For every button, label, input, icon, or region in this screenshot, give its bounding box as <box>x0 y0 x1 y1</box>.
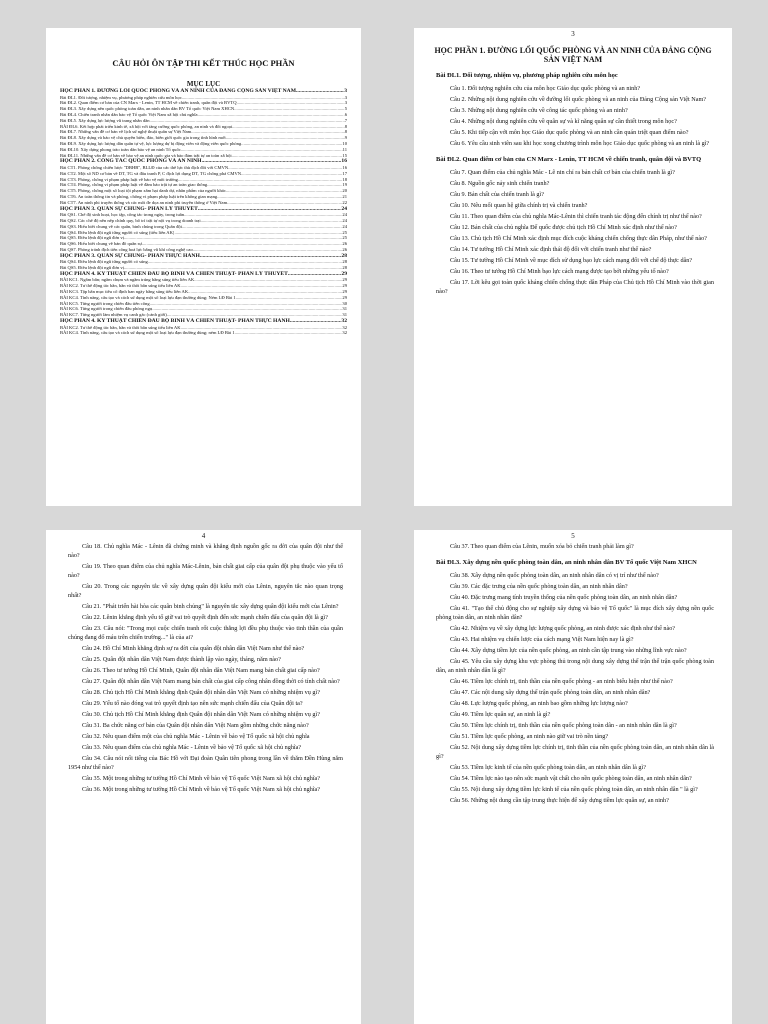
toc-entry[interactable] <box>60 318 347 325</box>
toc-entry-page: 32 <box>342 330 347 336</box>
document-title: CÂU HỎI ÔN TẬP THI KẾT THÚC HỌC PHẦN <box>112 58 295 68</box>
toc-entry-title: Bài QS4. Điều lệnh đội ngũ từng người có súng (tiểu liên AK) <box>60 229 175 235</box>
toc-entry-title: Bài QS3. Hiểu biết chung về các quân, binh chủng trong Quân đội <box>60 223 182 229</box>
toc-entry[interactable] <box>60 88 347 95</box>
question-item: Câu 3. Những nội dung nghiên cứu về công tác quốc phòng và an ninh? <box>450 107 628 114</box>
toc-entry-page: 7 <box>344 117 347 123</box>
toc-entry-page: 29 <box>341 270 347 277</box>
toc-entry[interactable] <box>60 206 347 213</box>
question-item: Câu 6. Yêu cầu sinh viên sau khi học xong chương trình môn học Giáo dục quốc phòng và an ninh là gì? <box>450 140 710 147</box>
question-item: Câu 55. Nội dung xây dựng tiềm lực kinh tế của nền quốc phòng toàn dân, an ninh nhân dân " là gì? <box>450 786 698 793</box>
toc-entry-page: 24 <box>342 223 347 229</box>
toc-entry-page: 6 <box>344 111 347 117</box>
toc-entry-title: BÀI KC6. Từng người trong chiến đấu phòng ngự <box>60 306 153 312</box>
lesson-heading: Bài ĐL2. Quan điểm cơ bản của CN Marx - Lenin, TT HCM về chiến tranh, quân đội và BVTQ <box>436 156 702 163</box>
question-item: Câu 46. Tiềm lực chính trị, tinh thần của nền quốc phòng - an ninh biểu hiện như thế nào? <box>450 678 673 685</box>
question-item: Câu 38. Xây dựng nền quốc phòng toàn dân, an ninh nhân dân có vị trí như thế nào? <box>450 572 659 579</box>
toc-entry-page: 16 <box>341 158 347 165</box>
question-item: Câu 16. Theo tư tưởng Hồ Chí Minh bạo lực cách mạng được tạo bởi những yếu tố nào? <box>450 268 669 275</box>
question-item: Câu 42. Nhiệm vụ về xây dựng lực lượng quốc phòng, an ninh được xác định như thế nào? <box>450 625 676 632</box>
toc-entry-title: HỌC PHẦN 2. CÔNG TÁC QUỐC PHÒNG VÀ AN NINH <box>60 158 202 165</box>
toc-entry-title: Bài QS6. Hiểu biết chung về bản đồ quân sự <box>60 241 142 247</box>
question-item: Câu 14. Tư tưởng Hồ Chí Minh xác định thái độ đối với chiến tranh như thế nào? <box>450 246 652 253</box>
question-item: Câu 18. Chủ nghĩa Mác - Lênin đã chứng minh và khẳng định nguồn gốc ra đời của quân đội như thế nào? <box>68 543 343 559</box>
toc-entry-title: Bài CT3. Phòng, chống vi phạm pháp luật về bảo vệ môi trường <box>60 176 178 182</box>
question-item: Câu 8. Nguồn gốc nảy sinh chiến tranh? <box>450 180 550 187</box>
toc-dot-leader <box>200 253 342 260</box>
toc-entry-page: 22 <box>342 199 347 205</box>
toc-entry-title: HỌC PHẦN 4. KỸ THUẬT CHIẾN ĐẤU BỘ BINH VÀ CHIẾN THUẬT- PHẦN THỰC HÀNH <box>60 318 290 325</box>
toc-entry-page: 15 <box>342 152 347 158</box>
toc-entry-title: Bài QS5. Điều lệnh đội ngũ đơn vị <box>60 265 124 271</box>
question-item: Câu 1. Đối tượng nghiên cứu của môn học Giáo dục quốc phòng và an ninh? <box>450 85 641 92</box>
question-item: Câu 19. Theo quan điểm của chủ nghĩa Mác-Lênin, bản chất giai cấp của quân đội phụ thuộc vào yếu tố nào? <box>68 563 343 579</box>
toc-entry-page: 29 <box>342 277 347 283</box>
question-item: Câu 27. Quân đội nhân dân Việt Nam mang bản chất của giai cấp công nhân đồng thời có tính chất nào? <box>82 678 340 685</box>
question-item: Câu 50. Tiềm lực chính trị, tinh thần của nền quốc phòng toàn dân - an ninh nhân dân là gì? <box>450 722 677 729</box>
question-item: Câu 49. Tiềm lực quân sự, an ninh là gì? <box>450 711 551 718</box>
toc-entry-page: 29 <box>342 289 347 295</box>
toc-entry-title: BÀI KC7. Từng người làm nhiệm vụ canh gác (cảnh giới) <box>60 312 167 318</box>
lesson-heading: Bài ĐL3. Xây dựng nền quốc phòng toàn dân, an ninh nhân dân BV Tổ quốc Việt Nam XHCN <box>436 559 697 566</box>
toc-entry-title: Bài QS1. Chế độ sinh hoạt, học tập, công tác trong ngày, trong tuần <box>60 212 185 218</box>
toc-entry-title: Bài ĐL7. Những vấn đề cơ bản về lịch sử nghệ thuật quân sự Việt Nam <box>60 129 192 135</box>
toc-dot-leader <box>290 318 342 325</box>
question-list <box>414 72 732 296</box>
question-item: Câu 24. Hồ Chí Minh khẳng định sự ra đời của quân đội nhân dân Việt Nam như thế nào? <box>82 645 305 652</box>
toc-entry-page: 3 <box>344 100 347 106</box>
question-item: Câu 7. Quan điểm của chủ nghĩa Mác - Lê nin chỉ ra bản chất cơ bản của chiến tranh là gì? <box>450 169 675 176</box>
question-item: Câu 47. Các nội dung xây dựng thế trận quốc phòng toàn dân, an ninh nhân dân? <box>450 689 651 696</box>
toc-entry[interactable] <box>60 330 347 336</box>
toc-entry-title: Bài ĐL8. Xây dựng và bảo vệ chủ quyền biển, đảo, biên giới quốc gia trong tình hình mới <box>60 135 226 141</box>
toc-entry-title: BÀI KC1. Ngắm bắn; ngắm chụm và ngắm trúng bằng súng tiểu liên AK <box>60 277 195 283</box>
question-item: Câu 37. Theo quan điểm của Lênin, muốn xóa bỏ chiến tranh phải làm gì? <box>450 543 634 550</box>
toc-entry-page: 25 <box>342 235 347 241</box>
toc-entry-page: 28 <box>342 265 347 271</box>
toc-dot-leader <box>202 158 342 165</box>
toc-entry-title: HỌC PHẦN 1. ĐƯỜNG LỐI QUỐC PHÒNG VÀ AN NINH CỦA ĐẢNG CỘNG SẢN VIỆT NAM <box>60 88 296 94</box>
question-list <box>414 542 732 805</box>
question-item: Câu 44. Xây dựng tiềm lực của nền quốc phòng, an ninh cần tập trung vào những lĩnh vực nào? <box>450 647 687 654</box>
toc-entry-title: Bài QS2. Các chế độ nền nếp chính quy, bố trí trật tự nội vụ trong doanh trại <box>60 217 201 223</box>
toc-entry-title: Bài CT6. An toàn thông tin và phòng, chống vi phạm pháp luật trên không gian mạng <box>60 193 218 199</box>
toc-entry-title: Bài ĐL9. Xây dựng lực lượng dân quân tự vệ, lực lượng dự bị động viên và động viên quốc phòng <box>60 140 242 146</box>
question-item: Câu 5. Khi tiếp cận với môn học Giáo dục quốc phòng và an ninh cần quán triệt quan điểm nào? <box>450 129 689 136</box>
question-item: Câu 2. Những nội dung nghiên cứu về đường lối quốc phòng và an ninh của Đảng Cộng sản Việt Nam? <box>450 96 707 103</box>
toc-entry-page: 26 <box>342 241 347 247</box>
toc-entry-title: BÀI KC4. Tính năng, cấu tạo và cách sử dụng một số loại lựu đạn thường dùng; Ném LĐ Bài 1 <box>60 294 236 300</box>
toc-entry-page: 25 <box>342 229 347 235</box>
toc-dot-leader <box>235 330 343 336</box>
question-item: Câu 52. Nội dung xây dựng tiềm lực chính trị, tinh thần của nền quốc phòng toàn dân, an ninh nhân dân là gì? <box>436 744 714 760</box>
toc-entry-page: 11 <box>342 146 347 152</box>
toc-entry-title: Bài CT1. Phòng chống chiến lược "DBHB", BLLĐ của các thế lực thù địch đối với CMVN <box>60 164 229 170</box>
toc-entry-title: Bài ĐL2. Quan điểm cơ bản của CN Marx - Lenin, TT HCM về chiến tranh, quân đội và BVTQ <box>60 100 237 106</box>
question-item: Câu 12. Bản chất của chủ nghĩa Đế quốc được chủ tịch Hồ Chí Minh xác định như thế nào? <box>450 224 677 231</box>
question-item: Câu 54. Tiềm lực nào tạo nên sức mạnh vật chất cho nền quốc phòng toàn dân, an ninh nhân dân? <box>450 775 692 782</box>
toc-entry-title: Bài CT2. Một số ND cơ bản về DT, TG và đấu tranh P, C địch lợi dụng DT, TG chống phá CMVN <box>60 170 242 176</box>
toc-entry-page: 8 <box>344 129 347 135</box>
page-4 <box>46 530 361 1024</box>
question-list <box>46 542 361 794</box>
toc-entry-page: 18 <box>342 176 347 182</box>
toc-entry-page: 29 <box>342 283 347 289</box>
question-item: Câu 33. Nêu quan điểm của chủ nghĩa Mác - Lênin về bảo vệ Tổ quốc xã hội chủ nghĩa? <box>82 744 302 751</box>
question-item: Câu 11. Theo quan điểm của chủ nghĩa Mác-Lênin thì chiến tranh tác động đến chính trị như thế nào? <box>450 213 702 220</box>
question-item: Câu 31. Ba chức năng cơ bản của Quân đội nhân dân Việt Nam gồm những chức năng nào? <box>82 722 309 729</box>
toc-entry-title: BÀI KC2. Tư thế động tác bắn, bắn và thôi bắn súng tiểu liên AK <box>60 283 181 289</box>
table-of-contents <box>46 88 361 336</box>
question-item: Câu 53. Tiềm lực kinh tế của nền quốc phòng toàn dân, an ninh nhân dân là gì? <box>450 764 646 771</box>
question-item: Câu 34. Câu nói nổi tiếng của Bác Hồ với Đại đoàn Quân tiên phong trong lần về thăm Đền Hùng năm 1954 như thế nào? <box>68 755 343 771</box>
lesson-heading: Bài ĐL1. Đối tượng, nhiệm vụ, phương pháp nghiên cứu môn học <box>436 72 618 79</box>
toc-entry[interactable] <box>60 158 347 165</box>
question-item: Câu 40. Đặc trưng mang tính truyền thống của nền quốc phòng toàn dân, an ninh nhân dân? <box>450 594 678 601</box>
toc-entry-title: Bài ĐL5. Xây dựng lực lượng vũ trang nhân dân <box>60 117 150 123</box>
question-item: Câu 21. "Phát triển hài hòa các quân binh chủng" là nguyên tắc xây dựng quân đội kiểu mới của Lênin? <box>82 603 339 610</box>
page-number: 3 <box>571 30 575 38</box>
toc-entry-page: 28 <box>341 252 347 259</box>
toc-entry-title: Bài QS7. Phòng tránh địch tiến công hoả lực bằng vũ khí công nghệ cao <box>60 246 193 252</box>
question-item: Câu 45. Yêu cầu xây dựng khu vực phòng thủ trong nội dung xây dựng thế trận thế trận quốc phòng toàn dân, an ninh nhân dân là gì? <box>436 658 714 674</box>
question-item: Câu 48. Lực lượng quốc phòng, an ninh bao gồm những lực lượng nào? <box>450 700 628 707</box>
toc-entry-page: 3 <box>344 88 347 94</box>
toc-entry-page: 20 <box>342 188 347 194</box>
toc-entry-title: HỌC PHẦN 3. QUÂN SỰ CHUNG- PHẦN THỰC HÀNH <box>60 252 200 259</box>
question-item: Câu 41. "Tạo thế chủ động cho sự nghiệp xây dựng và bảo vệ Tổ quốc" là mục đích xây dựng nền quốc phòng toàn dân, an ninh nhân dân? <box>436 605 714 621</box>
toc-entry-page: 17 <box>342 170 347 176</box>
toc-entry-title: Bài ĐL1. Đối tượng, nhiệm vụ, phương pháp nghiên cứu môn học <box>60 94 182 100</box>
toc-entry-title: BÀI ĐL6. Kết hợp phát triển kinh tế, xã hội với tăng cường quốc phòng, an ninh và đối ngoại <box>60 123 233 129</box>
toc-entry-title: HỌC PHẦN 3. QUÂN SỰ CHUNG- PHẦN LÝ THUYẾT <box>60 205 198 212</box>
question-item: Câu 9. Bản chất của chiến tranh là gì? <box>450 191 544 198</box>
toc-entry-page: 9 <box>344 135 347 141</box>
toc-entry[interactable] <box>60 253 347 260</box>
question-item: Câu 43. Hai nhiệm vụ chiến lược của cách mạng Việt Nam hiện nay là gì? <box>450 636 634 643</box>
toc-dot-leader <box>296 88 344 95</box>
toc-entry-title: Bài CT5. Phòng, chống một số loại tội phạm xâm hại danh dự, nhân phẩm của người khác <box>60 188 226 194</box>
toc-entry-page: 3 <box>344 94 347 100</box>
toc-entry-page: 29 <box>342 294 347 300</box>
toc-dot-leader <box>288 271 342 278</box>
question-item: Câu 51. Tiềm lực quốc phòng, an ninh nào giữ vai trò nền tảng? <box>450 733 609 740</box>
question-item: Câu 13. Chủ tịch Hồ Chí Minh xác định mục đích cuộc kháng chiến chống thực dân Pháp, như thế nào? <box>450 235 707 242</box>
toc-entry-title: Bài ĐL4. Chiến tranh nhân dân bảo vệ Tổ quốc Việt Nam xã hội chủ nghĩa <box>60 111 198 117</box>
toc-entry-title: BÀI KC4. Tính năng, cấu tạo và cách sử dụng một số loại lựu đạn thường dùng; ném LĐ Bài 1 <box>60 330 235 336</box>
toc-entry-title: Bài ĐL10. Xây dựng phong trào toàn dân bảo vệ an ninh Tổ quốc <box>60 146 181 152</box>
section-title: HỌC PHẦN 1. ĐƯỜNG LỐI QUỐC PHÒNG VÀ AN NINH CỦA ĐẢNG CỘNG SẢN VIỆT NAM <box>434 46 712 64</box>
toc-entry-page: 24 <box>342 212 347 218</box>
toc-entry-page: 5 <box>344 106 347 112</box>
toc-dot-leader <box>198 206 342 213</box>
toc-entry-page: 31 <box>342 306 347 312</box>
question-item: Câu 30. Chủ tịch Hồ Chí Minh khẳng định Quân đội nhân dân Việt Nam có những nhiệm vụ gì? <box>82 711 320 718</box>
toc-entry-title: Bài CT7. An ninh phi truyền thống và các mối đe dọa an ninh phi truyền thống ở Việt Nam <box>60 199 228 205</box>
toc-entry-page: 24 <box>341 205 347 212</box>
toc-entry-title: HỌC PHẦN 4. KỸ THUẬT CHIẾN ĐẤU BỘ BINH VÀ CHIẾN THUẬT- PHẦN LÝ THUYẾT <box>60 270 288 277</box>
page-3 <box>414 28 732 506</box>
question-item: Câu 25. Quân đội nhân dân Việt Nam được thành lập vào ngày, tháng, năm nào? <box>82 656 281 663</box>
toc-entry-page: 16 <box>342 164 347 170</box>
question-item: Câu 10. Nêu mối quan hệ giữa chính trị và chiến tranh? <box>450 202 588 209</box>
question-item: Câu 35. Một trong những tư tưởng Hồ Chí Minh về bảo vệ Tổ quốc Việt Nam xã hội chủ nghĩa? <box>82 775 321 782</box>
page-number: 5 <box>571 532 575 540</box>
question-item: Câu 28. Chủ tịch Hồ Chí Minh khẳng định Quân đội nhân dân Việt Nam có những nhiệm vụ gì? <box>82 689 320 696</box>
question-item: Câu 23. Câu nói: "Trong mọi cuộc chiến tranh rốt cuộc thắng lợi đều phụ thuộc vào tinh thần của quần chúng đang đổ máu trên chiến trường..." là của ai? <box>68 625 343 641</box>
toc-entry-page: 30 <box>342 300 347 306</box>
toc-entry-page: 26 <box>342 246 347 252</box>
question-item: Câu 39. Các đặc trưng của nền quốc phòng toàn dân, an ninh nhân dân? <box>450 583 628 590</box>
toc-heading: MỤC LỤC <box>186 80 221 88</box>
question-item: Câu 22. Lênin khẳng định yếu tố giữ vai trò quyết định đến sức mạnh chiến đấu của quân đội là gì? <box>82 614 328 621</box>
page-number: 4 <box>201 532 206 540</box>
toc-entry-title: BÀI KC2. Tư thế động tác bắn, bắn và thôi bắn súng tiểu liên AK <box>60 324 181 330</box>
question-item: Câu 36. Một trong những tư tưởng Hồ Chí Minh về bảo vệ Tổ quốc Việt Nam xã hội chủ nghĩa? <box>82 786 321 793</box>
toc-entry-page: 24 <box>342 217 347 223</box>
question-item: Câu 26. Theo tư tưởng Hồ Chí Minh, Quân đội nhân dân Việt Nam mang bản chất giai cấp nào? <box>82 667 320 674</box>
question-item: Câu 56. Những nội dung cần tập trung thực hiện để xây dựng tiềm lực quân sự, an ninh? <box>450 797 669 804</box>
toc-entry-title: Bài ĐL3. Xây dựng nền quốc phòng toàn dân, an ninh nhân dân BV Tổ quốc Việt Nam XHCN <box>60 106 235 112</box>
toc-entry-title: BÀI KC3. Tập bắn mục tiêu cố định ban ngày bằng súng tiểu liên AK <box>60 289 189 295</box>
toc-entry-page: 10 <box>342 140 347 146</box>
toc-entry-page: 21 <box>342 193 347 199</box>
page-toc <box>46 28 361 506</box>
question-item: Câu 17. Lời kêu gọi toàn quốc kháng chiến chống thực dân Pháp của Chủ tịch Hồ Chí Minh vào thời gian nào? <box>436 279 714 295</box>
question-item: Câu 20. Trong các nguyên tắc về xây dựng quân đội kiểu mới của Lênin, nguyên tắc nào quan trọng nhất? <box>68 583 343 599</box>
toc-entry-title: Bài QS5. Điều lệnh đội ngũ đơn vị <box>60 235 124 241</box>
toc-entry-page: 8 <box>344 123 347 129</box>
question-item: Câu 32. Nêu quan điểm một của chủ nghĩa Mác - Lênin về bảo vệ Tổ quốc xã hội chủ nghĩa <box>82 733 310 740</box>
toc-entry-title: Bài CT4. Phòng, chống vi phạm pháp luật về đảm bảo trật tự an toàn giao thông <box>60 182 208 188</box>
toc-entry-title: Bài ĐL11. Những vấn đề cơ bản về bảo vệ an ninh quốc gia và bảo đảm trật tự an toàn xã hội <box>60 152 232 158</box>
toc-entry-title: Bài QS4. Điều lệnh đội ngũ từng người có súng <box>60 259 148 265</box>
toc-entry[interactable] <box>60 271 347 278</box>
toc-entry-page: 31 <box>342 312 347 318</box>
toc-entry-page: 32 <box>342 324 347 330</box>
toc-entry-page: 19 <box>342 182 347 188</box>
question-item: Câu 15. Tư tưởng Hồ Chí Minh về mục đích sử dụng bạo lực cách mạng đối với chế độ thực dân? <box>450 257 693 264</box>
toc-entry-title: BÀI KC5. Từng người trong chiến đấu tiến công <box>60 300 150 306</box>
question-item: Câu 29. Yếu tố nào đóng vai trò quyết định tạo nên sức mạnh chiến đấu của Quân đội ta? <box>82 700 303 707</box>
toc-entry-page: 28 <box>342 259 347 265</box>
page-5 <box>414 530 732 1024</box>
question-item: Câu 4. Những nội dung nghiên cứu về quân sự và kĩ năng quân sự cần thiết trong môn học? <box>450 118 677 125</box>
toc-entry-page: 32 <box>341 318 347 325</box>
